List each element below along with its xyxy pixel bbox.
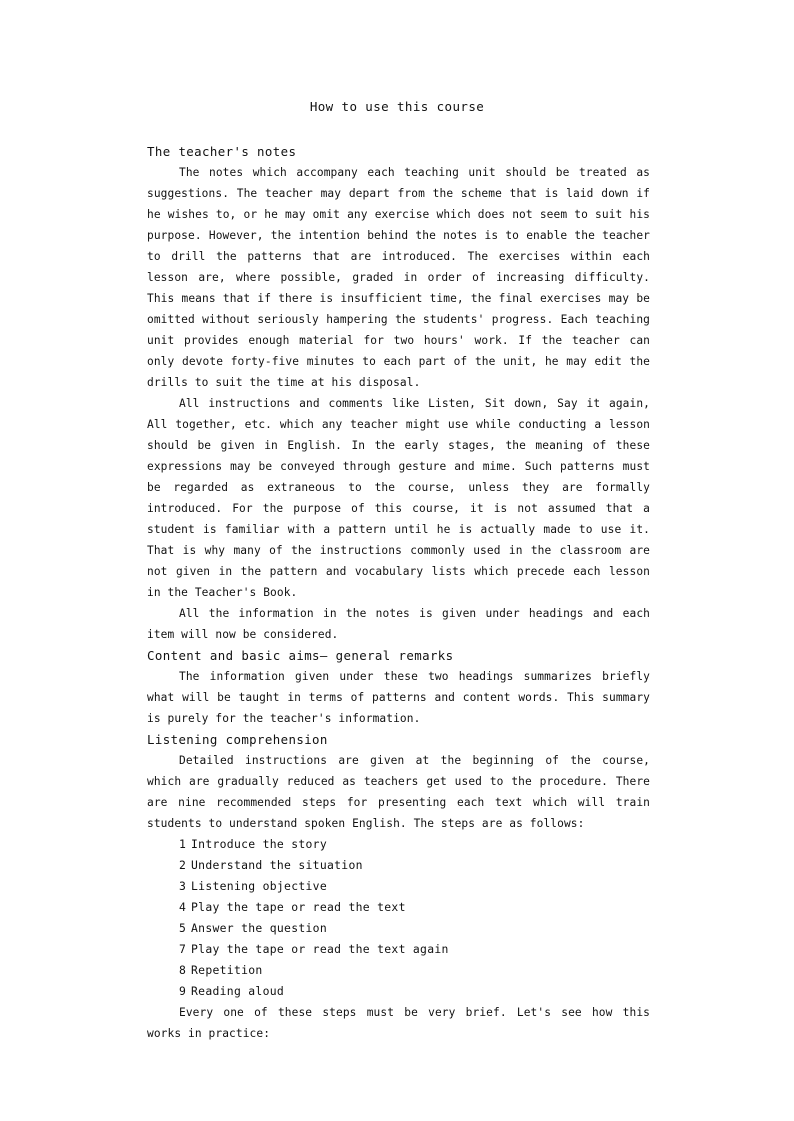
step-text: Answer the question — [191, 921, 327, 935]
step-text: Repetition — [191, 963, 263, 977]
paragraph: The information given under these two headings summarizes briefly what will be taught in terms of patterns and content words. This summary is purely for the teacher's information. — [147, 670, 650, 725]
step-number: 5 — [179, 921, 187, 935]
step-number: 2 — [179, 858, 187, 872]
list-item — [147, 897, 650, 918]
step-number: 8 — [179, 963, 187, 977]
list-item — [147, 876, 650, 897]
paragraph: All instructions and comments like Listen, Sit down, Say it again, All together, etc. which any teacher might use while conducting a lesson should be given in English. In the early stages, the meaning of these expressions may be conveyed through gesture and mime. Such patterns must be regarded as extraneous to the course, unless they are formally introduced. For the purpose of this course, it is not assumed that a student is familiar with a pattern until he is actually made to use it. That is why many of the instructions commonly used in the classroom are not given in the pattern and vocabulary lists which precede each lesson in the Teacher's Book. — [147, 397, 650, 599]
list-item — [147, 855, 650, 876]
paragraph: Detailed instructions are given at the beginning of the course, which are gradually reduced as teachers get used to the procedure. There are nine recommended steps for presenting each text which will train students to understand spoken English. The steps are as follows: — [147, 754, 650, 830]
step-text: Listening objective — [191, 879, 327, 893]
section-heading-content-aims: Content and basic aims— general remarks — [147, 648, 454, 663]
paragraph: All the information in the notes is given under headings and each item will now be considered. — [147, 607, 650, 641]
list-item — [147, 981, 650, 1002]
step-text: Understand the situation — [191, 858, 363, 872]
section-heading-teachers-notes: The teacher's notes — [147, 144, 297, 159]
step-text: Reading aloud — [191, 984, 285, 998]
page-title: How to use this course — [309, 99, 485, 114]
list-item — [147, 960, 650, 981]
step-number: 7 — [179, 942, 187, 956]
list-item — [147, 939, 650, 960]
list-item — [147, 918, 650, 939]
document-body — [147, 141, 650, 1044]
list-item — [147, 834, 650, 855]
step-number: 4 — [179, 900, 187, 914]
step-text: Play the tape or read the text — [191, 900, 406, 914]
step-number: 9 — [179, 984, 187, 998]
step-text: Introduce the story — [191, 837, 327, 851]
steps-list — [147, 834, 650, 1002]
step-text: Play the tape or read the text again — [191, 942, 449, 956]
section-heading-listening: Listening comprehension — [147, 732, 328, 747]
step-number: 3 — [179, 879, 187, 893]
paragraph: The notes which accompany each teaching unit should be treated as suggestions. The teacher may depart from the scheme that is laid down if he wishes to, or he may omit any exercise which does not seem to suit his purpose. However, the intention behind the notes is to enable the teacher to drill the patterns that are introduced. The exercises within each lesson are, where possible, graded in order of increasing difficulty. This means that if there is insufficient time, the final exercises may be omitted without seriously hampering the students' progress. Each teaching unit provides enough material for two hours' work. If the teacher can only devote forty-five minutes to each part of the unit, he may edit the drills to suit the time at his disposal. — [147, 166, 650, 389]
paragraph: Every one of these steps must be very brief. Let's see how this works in practice: — [147, 1006, 650, 1040]
step-number: 1 — [179, 837, 187, 851]
